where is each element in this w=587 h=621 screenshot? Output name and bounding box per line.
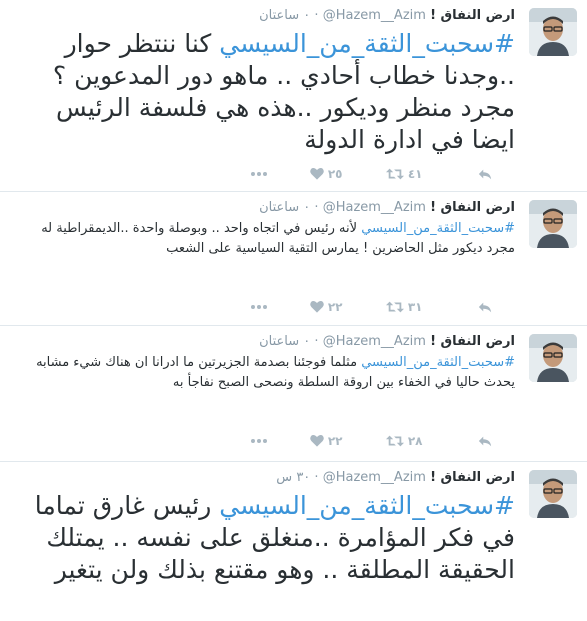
like-icon bbox=[310, 434, 324, 447]
avatar[interactable] bbox=[529, 470, 577, 518]
reply-icon bbox=[478, 434, 492, 448]
username[interactable]: @Hazem__Azim bbox=[322, 470, 426, 485]
avatar[interactable] bbox=[529, 200, 577, 248]
tweet-text bbox=[12, 28, 515, 156]
separator-dot: · bbox=[314, 8, 319, 23]
like-button[interactable] bbox=[310, 163, 342, 183]
more-icon bbox=[250, 171, 268, 177]
timestamp[interactable]: ٠ ساعتان bbox=[259, 200, 311, 215]
separator-dot: · bbox=[314, 334, 319, 349]
reply-icon bbox=[478, 167, 492, 181]
like-icon bbox=[310, 300, 324, 313]
like-button[interactable] bbox=[310, 430, 342, 450]
tweet-actions bbox=[250, 163, 490, 183]
like-count: ٢٥ bbox=[327, 166, 343, 181]
hashtag-link[interactable]: #سحبت_الثقة_من_السيسي bbox=[219, 29, 515, 58]
username[interactable]: @Hazem__Azim bbox=[322, 200, 426, 215]
tweet-text bbox=[12, 219, 515, 258]
reply-button[interactable] bbox=[478, 163, 492, 183]
tweet-text bbox=[12, 353, 515, 392]
tweet-actions bbox=[250, 430, 490, 450]
more-button[interactable] bbox=[250, 163, 268, 183]
more-icon bbox=[250, 438, 268, 444]
reply-button[interactable] bbox=[478, 296, 492, 316]
retweet-count: ٤١ bbox=[407, 166, 423, 181]
reply-icon bbox=[478, 300, 492, 314]
avatar[interactable] bbox=[529, 334, 577, 382]
retweet-button[interactable] bbox=[386, 163, 422, 183]
retweet-button[interactable] bbox=[386, 296, 422, 316]
tweet-header bbox=[259, 6, 515, 26]
username[interactable]: @Hazem__Azim bbox=[322, 8, 426, 23]
tweet-body: كنا ننتظر حوار ..وجدنا خطاب أحادي .. ماهو دور المدعوين ؟ مجرد منظر وديكور ..هذه هي فلسفة الرئيس ايضا في ادارة الدولة bbox=[52, 29, 515, 154]
fullname[interactable]: ارض النفاق ! bbox=[430, 200, 515, 215]
like-button[interactable] bbox=[310, 296, 342, 316]
timestamp[interactable]: ٠ ساعتان bbox=[259, 334, 311, 349]
avatar[interactable] bbox=[529, 8, 577, 56]
more-button[interactable] bbox=[250, 430, 268, 450]
tweet[interactable] bbox=[0, 0, 587, 192]
timestamp[interactable]: ٣٠ س bbox=[276, 470, 311, 485]
hashtag-link[interactable]: #سحبت_الثقة_من_السيسي bbox=[219, 491, 515, 520]
retweet-count: ٢٨ bbox=[407, 433, 423, 448]
tweet-header bbox=[259, 332, 515, 352]
retweet-count: ٣١ bbox=[407, 299, 423, 314]
tweet-body: مثلما فوجئنا بصدمة الجزيرتين ما ادرانا ان هناك شيء مشابه يحدث حاليا في الخفاء بين اروقة السلطة ونصحى الصبح نفاجأ به bbox=[36, 355, 515, 390]
like-icon bbox=[310, 167, 324, 180]
retweet-icon bbox=[386, 167, 404, 181]
more-button[interactable] bbox=[250, 296, 268, 316]
like-count: ٢٢ bbox=[327, 299, 343, 314]
tweet-actions bbox=[250, 296, 490, 316]
retweet-icon bbox=[386, 434, 404, 448]
tweet[interactable] bbox=[0, 462, 587, 621]
retweet-icon bbox=[386, 300, 404, 314]
tweet[interactable] bbox=[0, 326, 587, 462]
separator-dot: · bbox=[314, 470, 319, 485]
separator-dot: · bbox=[314, 200, 319, 215]
tweet-text bbox=[12, 490, 515, 586]
fullname[interactable]: ارض النفاق ! bbox=[430, 334, 515, 349]
tweet-header bbox=[276, 468, 515, 488]
more-icon bbox=[250, 304, 268, 310]
fullname[interactable]: ارض النفاق ! bbox=[430, 8, 515, 23]
fullname[interactable]: ارض النفاق ! bbox=[430, 470, 515, 485]
like-count: ٢٢ bbox=[327, 433, 343, 448]
hashtag-link[interactable]: #سحبت_الثقة_من_السيسي bbox=[361, 355, 515, 370]
tweet-body: لأنه رئيس في اتجاه واحد .. وبوصلة واحدة ..الديمقراطية له مجرد ديكور مثل الحاضرين ! يمارس التقية السياسية على الشعب bbox=[41, 221, 515, 256]
retweet-button[interactable] bbox=[386, 430, 422, 450]
tweet[interactable] bbox=[0, 192, 587, 326]
tweet-body: رئيس غارق تماما في فكر المؤامرة ..منغلق على نفسه .. يمتلك الحقيقة المطلقة .. وهو مقتنع بذلك ولن يتغير bbox=[34, 491, 515, 584]
username[interactable]: @Hazem__Azim bbox=[322, 334, 426, 349]
reply-button[interactable] bbox=[478, 430, 492, 450]
timestamp[interactable]: ٠ ساعتان bbox=[259, 8, 311, 23]
tweet-header bbox=[259, 198, 515, 218]
hashtag-link[interactable]: #سحبت_الثقة_من_السيسي bbox=[361, 221, 515, 236]
